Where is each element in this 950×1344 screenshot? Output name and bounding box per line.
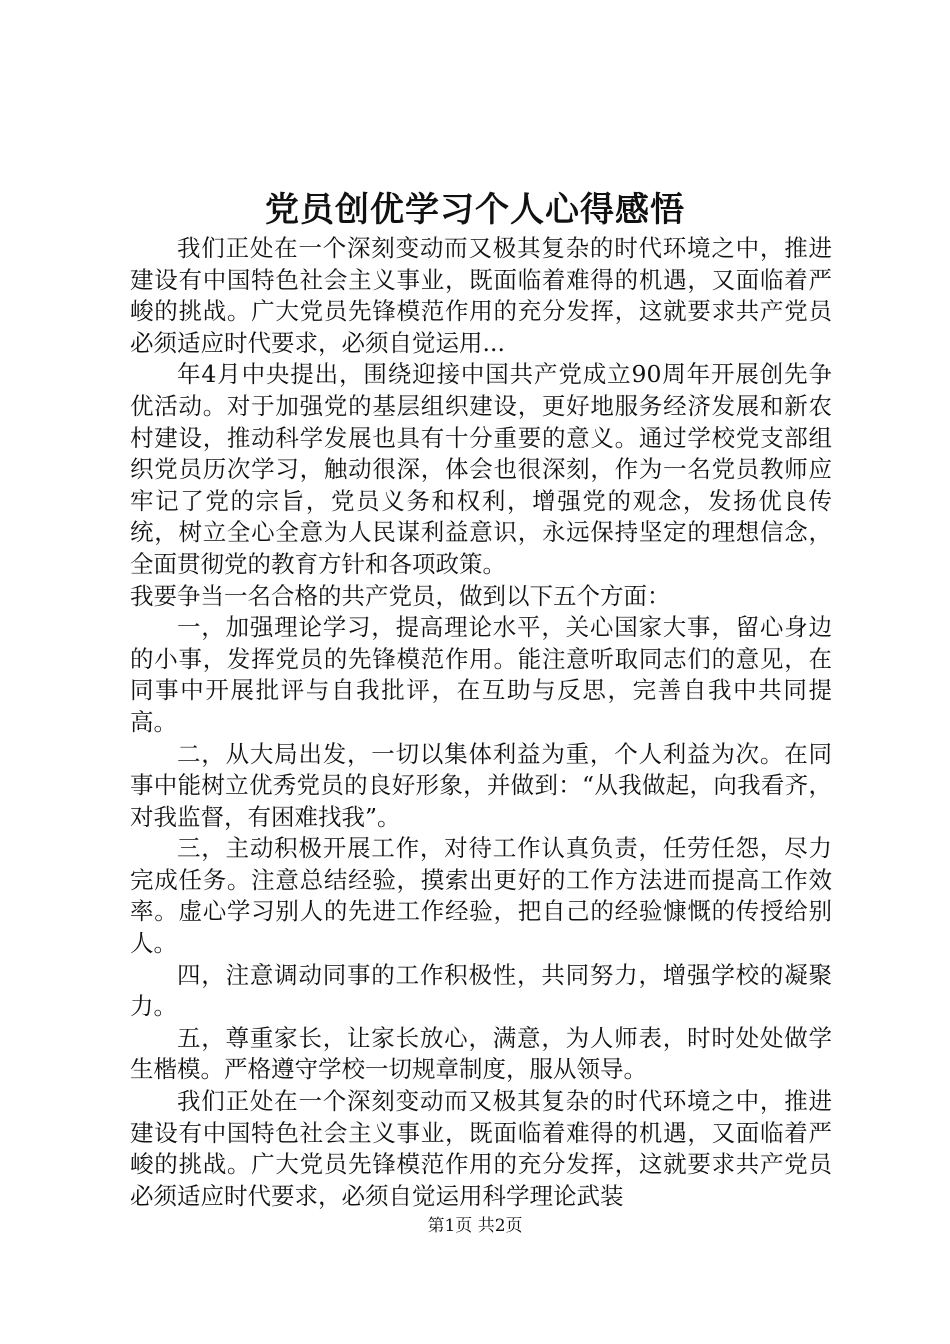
paragraph-point-5: 五，尊重家长，让家长放心，满意，为人师表，时时处处做学生楷模。严格遵守学校一切规章制度，服从领导。 (130, 1023, 832, 1084)
paragraph-goal: 我要争当一名合格的共产党员，做到以下五个方面： (130, 581, 671, 610)
paragraph-background: 年4月中央提出，围绕迎接中国共产党成立90周年开展创先争优活动。对于加强党的基层组织建设，更好地服务经济发展和新农村建设，推动科学发展也具有十分重要的意义。通过学校党支部组织党员历次学习，触动很深，体会也很深刻，作为一名党员教师应牢记了党的宗旨，党员义务和权利，增强党的观念，发扬优良传统，树立全心全意为人民谋利益意识，永远保持坚定的理想信念，全面贯彻党的教育方针和各项政策。 (130, 360, 832, 578)
paragraph-repeat: 我们正处在一个深刻变动而又极其复杂的时代环境之中，推进建设有中国特色社会主义事业，既面临着难得的机遇，又面临着严峻的挑战。广大党员先锋模范作用的充分发挥，这就要求共产党员必须适应时代要求，必须自觉运用科学理论武装 (130, 1087, 832, 1210)
paragraph-intro: 我们正处在一个深刻变动而又极其复杂的时代环境之中，推进建设有中国特色社会主义事业，既面临着难得的机遇，又面临着严峻的挑战。广大党员先锋模范作用的充分发挥，这就要求共产党员必须适应时代要求，必须自觉运用... (130, 234, 832, 357)
page-number-footer: 第1页 共2页 (427, 1216, 523, 1236)
paragraph-point-4: 四，注意调动同事的工作积极性，共同努力，增强学校的凝聚力。 (130, 960, 832, 1021)
document-title: 党员创优学习个人心得感悟 (265, 190, 685, 230)
paragraph-point-2: 二，从大局出发，一切以集体利益为重，个人利益为次。在同事中能树立优秀党员的良好形象，并做到：“从我做起，向我看齐，对我监督，有困难找我”。 (130, 739, 832, 831)
paragraph-point-3: 三，主动积极开展工作，对待工作认真负责，任劳任怨，尽力完成任务。注意总结经验，摸索出更好的工作方法进而提高工作效率。虚心学习别人的先进工作经验，把自己的经验慷慨的传授给别人。 (130, 834, 832, 958)
document-body (130, 233, 832, 1212)
paragraph-point-1: 一，加强理论学习，提高理论水平，关心国家大事，留心身边的小事，发挥党员的先锋模范作用。能注意听取同志们的意见，在同事中开展批评与自我批评，在互助与反思，完善自我中共同提高。 (130, 613, 832, 736)
